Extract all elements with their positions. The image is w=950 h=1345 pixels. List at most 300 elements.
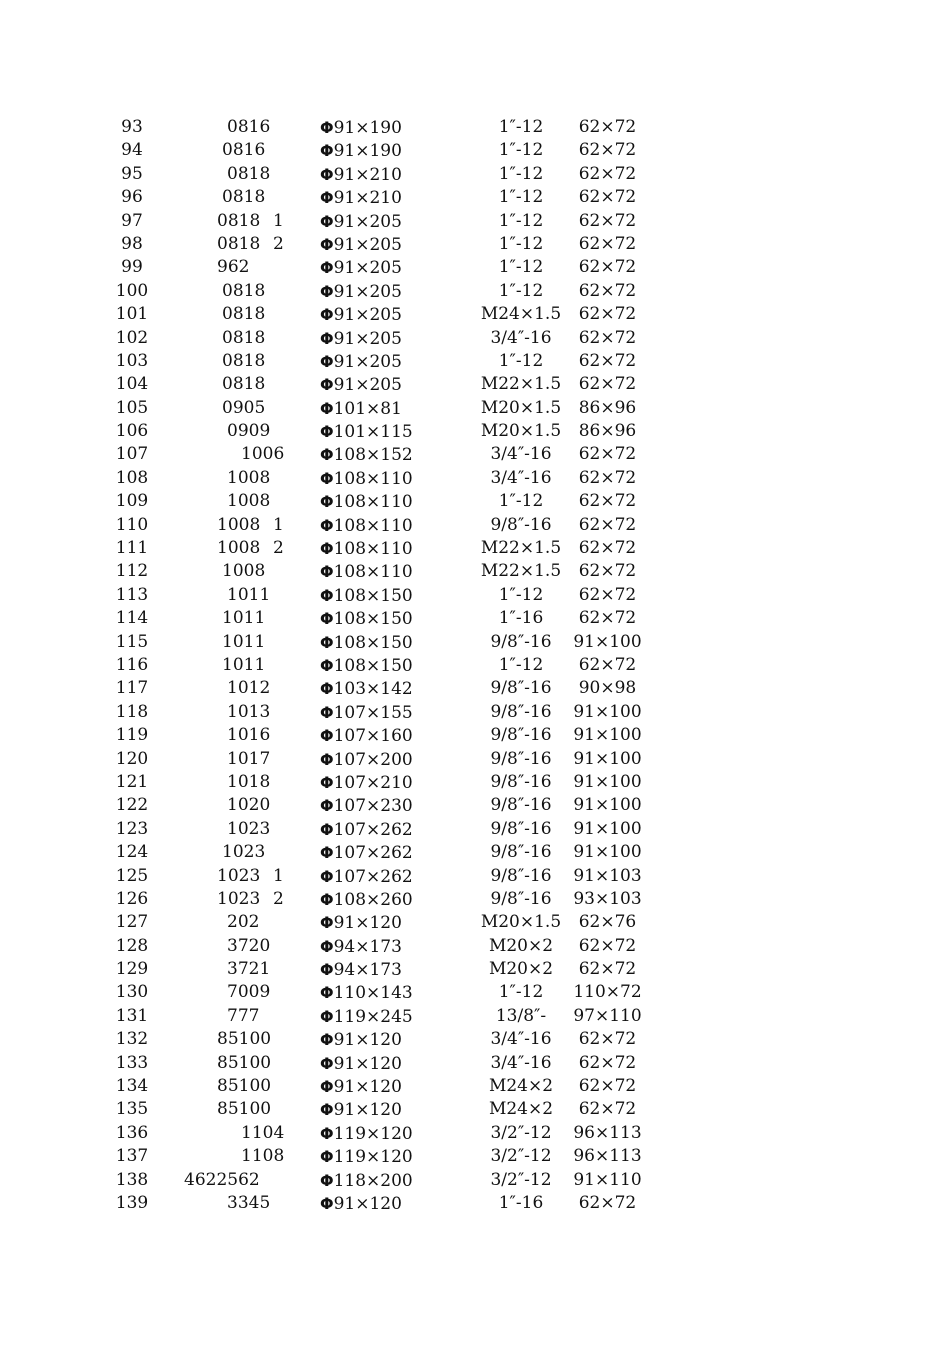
size-spec: 62×72: [578, 514, 637, 535]
dimension-cell: [320, 584, 450, 608]
dimension-cell: [320, 865, 450, 889]
table-row: [0, 677, 950, 700]
thread-spec: 9/8″-16: [490, 842, 552, 863]
table-row: [0, 631, 950, 654]
diameter-symbol: Φ: [320, 1170, 334, 1190]
row-number: 125: [115, 865, 149, 886]
part-code: 1108: [241, 1146, 285, 1167]
part-code: 1006: [241, 444, 285, 465]
part-code: 0905: [222, 397, 266, 418]
dimension-value: 118×200: [333, 1170, 413, 1191]
part-code: 85100: [217, 1029, 272, 1050]
size-spec: 96×113: [573, 1122, 642, 1143]
thread-spec: M22×1.5: [480, 561, 562, 582]
thread-spec: M22×1.5: [480, 538, 562, 559]
size-spec: 62×76: [578, 912, 637, 933]
table-row: [0, 490, 950, 513]
size-spec: 96×113: [573, 1146, 642, 1167]
parts-table: [0, 116, 950, 1215]
table-row: [0, 397, 950, 420]
dimension-value: 91×190: [333, 118, 402, 138]
part-code: 1020: [227, 795, 271, 816]
dimension-value: 91×205: [333, 305, 402, 326]
row-number: 107: [115, 444, 149, 465]
row-number: 99: [121, 257, 143, 278]
variant-index: 2: [273, 888, 284, 909]
diameter-symbol: Φ: [320, 1193, 334, 1213]
part-code: 85100: [217, 1099, 272, 1120]
size-spec: 62×72: [578, 491, 637, 512]
size-spec: 90×98: [578, 678, 637, 699]
part-code: 85100: [217, 1052, 272, 1073]
diameter-symbol: Φ: [320, 351, 334, 371]
dimension-value: 108×110: [333, 515, 413, 536]
diameter-symbol: Φ: [320, 305, 334, 325]
diameter-symbol: Φ: [320, 328, 334, 348]
thread-spec: 1″-12: [498, 350, 544, 371]
row-number: 110: [115, 514, 149, 535]
part-code: 202: [227, 912, 260, 933]
dimension-cell: [320, 981, 450, 1005]
row-number: 124: [115, 842, 149, 863]
thread-spec: 9/8″-16: [490, 678, 552, 699]
table-row: [0, 373, 950, 396]
row-number: 133: [115, 1052, 149, 1073]
table-row: [0, 514, 950, 537]
size-spec: 62×72: [578, 654, 637, 675]
size-spec: 62×72: [578, 1052, 637, 1073]
size-spec: 91×100: [573, 818, 642, 839]
dimension-cell: [320, 1028, 450, 1052]
dimension-cell: [320, 958, 450, 982]
table-row: [0, 888, 950, 911]
part-code: 1016: [227, 725, 271, 746]
size-spec: 91×100: [573, 771, 642, 792]
row-number: 130: [115, 982, 149, 1003]
thread-spec: 3/2″-12: [490, 1146, 552, 1167]
dimension-value: 91×205: [333, 234, 402, 255]
dimension-cell: [320, 818, 450, 842]
thread-spec: 1″-12: [498, 117, 544, 137]
dimension-cell: [320, 186, 450, 210]
part-code: 0818: [217, 233, 261, 254]
dimension-cell: [320, 911, 450, 935]
row-number: 116: [115, 654, 149, 675]
dimension-cell: [320, 748, 450, 772]
table-row: [0, 818, 950, 841]
thread-spec: 9/8″-16: [490, 795, 552, 816]
table-row: [0, 443, 950, 466]
thread-spec: 9/8″-16: [490, 771, 552, 792]
part-code: 1023: [217, 865, 261, 886]
row-number: 109: [115, 491, 149, 512]
thread-spec: 1″-12: [498, 280, 544, 301]
dimension-cell: [320, 163, 450, 187]
dimension-value: 91×120: [333, 1030, 402, 1051]
dimension-cell: [320, 560, 450, 584]
size-spec: 62×72: [578, 117, 637, 137]
row-number: 118: [115, 701, 149, 722]
row-number: 108: [115, 467, 149, 488]
dimension-cell: [320, 794, 450, 818]
size-spec: 62×72: [578, 163, 637, 184]
row-number: 122: [115, 795, 149, 816]
thread-spec: M20×2: [488, 959, 554, 980]
size-spec: 91×100: [573, 701, 642, 722]
diameter-symbol: Φ: [320, 492, 334, 512]
diameter-symbol: Φ: [320, 281, 334, 301]
part-code: 3345: [227, 1192, 271, 1213]
table-row: [0, 1052, 950, 1075]
part-code: 0909: [227, 421, 271, 442]
part-code: 1018: [227, 771, 271, 792]
dimension-cell: [320, 631, 450, 655]
row-number: 96: [121, 187, 143, 208]
dimension-cell: [320, 467, 450, 491]
size-spec: 62×72: [578, 350, 637, 371]
size-spec: 62×72: [578, 257, 637, 278]
dimension-cell: [320, 397, 450, 421]
diameter-symbol: Φ: [320, 1123, 334, 1143]
diameter-symbol: Φ: [320, 819, 334, 839]
row-number: 128: [115, 935, 149, 956]
dimension-cell: [320, 888, 450, 912]
diameter-symbol: Φ: [320, 843, 334, 863]
row-number: 103: [115, 350, 149, 371]
size-spec: 62×72: [578, 1029, 637, 1050]
part-code: 0816: [222, 140, 266, 161]
size-spec: 62×72: [578, 584, 637, 605]
table-row: [0, 911, 950, 934]
dimension-value: 119×120: [333, 1123, 413, 1144]
size-spec: 62×72: [578, 374, 637, 395]
dimension-cell: [320, 1005, 450, 1029]
dimension-value: 107×262: [333, 866, 413, 887]
row-number: 126: [115, 888, 149, 909]
variant-index: 2: [273, 233, 284, 254]
part-code: 1023: [227, 818, 271, 839]
dimension-cell: [320, 350, 450, 374]
dimension-cell: [320, 116, 450, 140]
size-spec: 62×72: [578, 1099, 637, 1120]
diameter-symbol: Φ: [320, 913, 334, 933]
row-number: 104: [115, 374, 149, 395]
diameter-symbol: Φ: [320, 188, 334, 208]
row-number: 129: [115, 959, 149, 980]
diameter-symbol: Φ: [320, 726, 334, 746]
dimension-value: 94×173: [333, 936, 402, 957]
row-number: 115: [115, 631, 149, 652]
part-code: 1011: [227, 584, 271, 605]
thread-spec: 9/8″-16: [490, 865, 552, 886]
table-row: [0, 139, 950, 162]
dimension-value: 91×205: [333, 258, 402, 279]
dimension-value: 108×260: [333, 889, 413, 910]
dimension-value: 107×230: [333, 796, 413, 817]
dimension-cell: [320, 139, 450, 163]
size-spec: 62×72: [578, 959, 637, 980]
part-code: 0818: [222, 374, 266, 395]
table-row: [0, 537, 950, 560]
thread-spec: 1″-12: [498, 210, 544, 231]
size-spec: 62×72: [578, 304, 637, 325]
thread-spec: 9/8″-16: [490, 725, 552, 746]
thread-spec: M22×1.5: [480, 374, 562, 395]
size-spec: 62×72: [578, 280, 637, 301]
dimension-value: 91×190: [333, 141, 402, 162]
thread-spec: M24×2: [488, 1099, 554, 1120]
table-row: [0, 327, 950, 350]
diameter-symbol: Φ: [320, 702, 334, 722]
thread-spec: 9/8″-16: [490, 748, 552, 769]
variant-index: 2: [273, 538, 284, 559]
thread-spec: 9/8″-16: [490, 888, 552, 909]
table-row: [0, 1145, 950, 1168]
diameter-symbol: Φ: [320, 258, 334, 278]
part-code: 1008: [222, 561, 266, 582]
size-spec: 62×72: [578, 233, 637, 254]
diameter-symbol: Φ: [320, 1147, 334, 1167]
dimension-cell: [320, 514, 450, 538]
table-row: [0, 958, 950, 981]
size-spec: 91×110: [573, 1169, 642, 1190]
table-row: [0, 981, 950, 1004]
size-spec: 91×103: [573, 865, 642, 886]
row-number: 119: [115, 725, 149, 746]
part-code: 777: [227, 1005, 260, 1026]
dimension-value: 101×81: [333, 398, 402, 419]
size-spec: 62×72: [578, 935, 637, 956]
diameter-symbol: Φ: [320, 234, 334, 254]
row-number: 111: [115, 538, 149, 559]
diameter-symbol: Φ: [320, 679, 334, 699]
dimension-cell: [320, 701, 450, 725]
dimension-value: 107×155: [333, 702, 413, 723]
size-spec: 62×72: [578, 444, 637, 465]
row-number: 102: [115, 327, 149, 348]
variant-index: 1: [273, 514, 284, 535]
dimension-value: 91×120: [333, 1100, 402, 1121]
size-spec: 62×72: [578, 1192, 637, 1213]
size-spec: 93×103: [573, 888, 642, 909]
row-number: 106: [115, 421, 149, 442]
dimension-value: 101×115: [333, 422, 413, 443]
dimension-value: 91×205: [333, 375, 402, 396]
row-number: 135: [115, 1099, 149, 1120]
row-number: 97: [121, 210, 143, 231]
diameter-symbol: Φ: [320, 375, 334, 395]
table-row: [0, 1075, 950, 1098]
diameter-symbol: Φ: [320, 468, 334, 488]
diameter-symbol: Φ: [320, 609, 334, 629]
row-number: 100: [115, 280, 149, 301]
table-row: [0, 1192, 950, 1215]
dimension-value: 91×120: [333, 1193, 402, 1214]
dimension-value: 94×173: [333, 960, 402, 981]
thread-spec: 9/8″-16: [490, 818, 552, 839]
part-code: 0818: [222, 350, 266, 371]
diameter-symbol: Φ: [320, 749, 334, 769]
table-row: [0, 280, 950, 303]
table-row: [0, 163, 950, 186]
dimension-value: 107×200: [333, 749, 413, 770]
diameter-symbol: Φ: [320, 960, 334, 980]
thread-spec: 3/4″-16: [490, 1052, 552, 1073]
dimension-cell: [320, 654, 450, 678]
part-code: 0818: [227, 163, 271, 184]
part-code: 3721: [227, 959, 271, 980]
diameter-symbol: Φ: [320, 585, 334, 605]
thread-spec: 3/4″-16: [490, 467, 552, 488]
row-number: 137: [115, 1146, 149, 1167]
diameter-symbol: Φ: [320, 422, 334, 442]
table-row: [0, 116, 950, 139]
size-spec: 86×96: [578, 397, 637, 418]
table-row: [0, 1028, 950, 1051]
thread-spec: 1″-12: [498, 140, 544, 161]
diameter-symbol: Φ: [320, 562, 334, 582]
dimension-cell: [320, 537, 450, 561]
diameter-symbol: Φ: [320, 515, 334, 535]
part-code: 1104: [241, 1122, 285, 1143]
dimension-value: 91×205: [333, 351, 402, 372]
thread-spec: M24×2: [488, 1076, 554, 1097]
dimension-value: 108×110: [333, 468, 413, 489]
dimension-value: 108×110: [333, 562, 413, 583]
dimension-value: 119×120: [333, 1147, 413, 1168]
size-spec: 91×100: [573, 795, 642, 816]
table-row: [0, 771, 950, 794]
variant-index: 1: [273, 210, 284, 231]
row-number: 131: [115, 1005, 149, 1026]
part-code: 1011: [222, 631, 266, 652]
table-row: [0, 560, 950, 583]
thread-spec: 9/8″-16: [490, 631, 552, 652]
row-number: 123: [115, 818, 149, 839]
dimension-value: 103×142: [333, 679, 413, 700]
row-number: 138: [115, 1169, 149, 1190]
row-number: 139: [115, 1192, 149, 1213]
diameter-symbol: Φ: [320, 772, 334, 792]
size-spec: 91×100: [573, 631, 642, 652]
row-number: 132: [115, 1029, 149, 1050]
dimension-cell: [320, 724, 450, 748]
thread-spec: 1″-12: [498, 491, 544, 512]
part-code: 0816: [227, 117, 271, 137]
dimension-value: 91×205: [333, 281, 402, 302]
diameter-symbol: Φ: [320, 539, 334, 559]
thread-spec: 1″-12: [498, 233, 544, 254]
thread-spec: 9/8″-16: [490, 514, 552, 535]
dimension-value: 108×150: [333, 655, 413, 676]
table-row: [0, 210, 950, 233]
part-code: 0818: [222, 280, 266, 301]
size-spec: 62×72: [578, 327, 637, 348]
table-row: [0, 701, 950, 724]
size-spec: 110×72: [573, 982, 642, 1003]
diameter-symbol: Φ: [320, 1100, 334, 1120]
dimension-cell: [320, 677, 450, 701]
part-code: 0818: [222, 187, 266, 208]
thread-spec: 1″-12: [498, 163, 544, 184]
row-number: 93: [121, 117, 143, 137]
diameter-symbol: Φ: [320, 983, 334, 1003]
dimension-value: 91×205: [333, 328, 402, 349]
thread-spec: 3/2″-12: [490, 1169, 552, 1190]
size-spec: 97×110: [573, 1005, 642, 1026]
table-row: [0, 467, 950, 490]
row-number: 105: [115, 397, 149, 418]
table-row: [0, 1005, 950, 1028]
dimension-value: 119×245: [333, 1006, 413, 1027]
dimension-value: 108×150: [333, 609, 413, 630]
dimension-cell: [320, 490, 450, 514]
size-spec: 62×72: [578, 467, 637, 488]
table-row: [0, 724, 950, 747]
size-spec: 62×72: [578, 561, 637, 582]
table-row: [0, 794, 950, 817]
row-number: 112: [115, 561, 149, 582]
diameter-symbol: Φ: [320, 889, 334, 909]
diameter-symbol: Φ: [320, 632, 334, 652]
dimension-value: 91×120: [333, 913, 402, 934]
dimension-cell: [320, 1075, 450, 1099]
dimension-value: 107×160: [333, 726, 413, 747]
diameter-symbol: Φ: [320, 445, 334, 465]
size-spec: 86×96: [578, 421, 637, 442]
dimension-cell: [320, 771, 450, 795]
dimension-value: 108×150: [333, 585, 413, 606]
dimension-cell: [320, 607, 450, 631]
part-code: 1017: [227, 748, 271, 769]
dimension-value: 108×150: [333, 632, 413, 653]
part-code: 0818: [222, 304, 266, 325]
row-number: 98: [121, 233, 143, 254]
dimension-cell: [320, 210, 450, 234]
part-code: 4622562: [184, 1169, 260, 1190]
dimension-cell: [320, 280, 450, 304]
size-spec: 62×72: [578, 608, 637, 629]
dimension-value: 108×152: [333, 445, 413, 466]
table-row: [0, 935, 950, 958]
thread-spec: 3/4″-16: [490, 1029, 552, 1050]
part-code: 1008: [217, 538, 261, 559]
table-row: [0, 607, 950, 630]
dimension-value: 107×262: [333, 819, 413, 840]
diameter-symbol: Φ: [320, 655, 334, 675]
thread-spec: 1″-16: [498, 1192, 544, 1213]
thread-spec: 13/8″-: [495, 1005, 547, 1026]
row-number: 136: [115, 1122, 149, 1143]
dimension-cell: [320, 256, 450, 280]
table-row: [0, 841, 950, 864]
diameter-symbol: Φ: [320, 936, 334, 956]
diameter-symbol: Φ: [320, 141, 334, 161]
thread-spec: 1″-12: [498, 584, 544, 605]
size-spec: 91×100: [573, 748, 642, 769]
dimension-cell: [320, 327, 450, 351]
part-code: 1011: [222, 608, 266, 629]
diameter-symbol: Φ: [320, 118, 334, 137]
thread-spec: 3/2″-12: [490, 1122, 552, 1143]
diameter-symbol: Φ: [320, 398, 334, 418]
row-number: 127: [115, 912, 149, 933]
row-number: 101: [115, 304, 149, 325]
dimension-cell: [320, 443, 450, 467]
part-code: 1011: [222, 654, 266, 675]
row-number: 134: [115, 1076, 149, 1097]
thread-spec: 1″-12: [498, 982, 544, 1003]
